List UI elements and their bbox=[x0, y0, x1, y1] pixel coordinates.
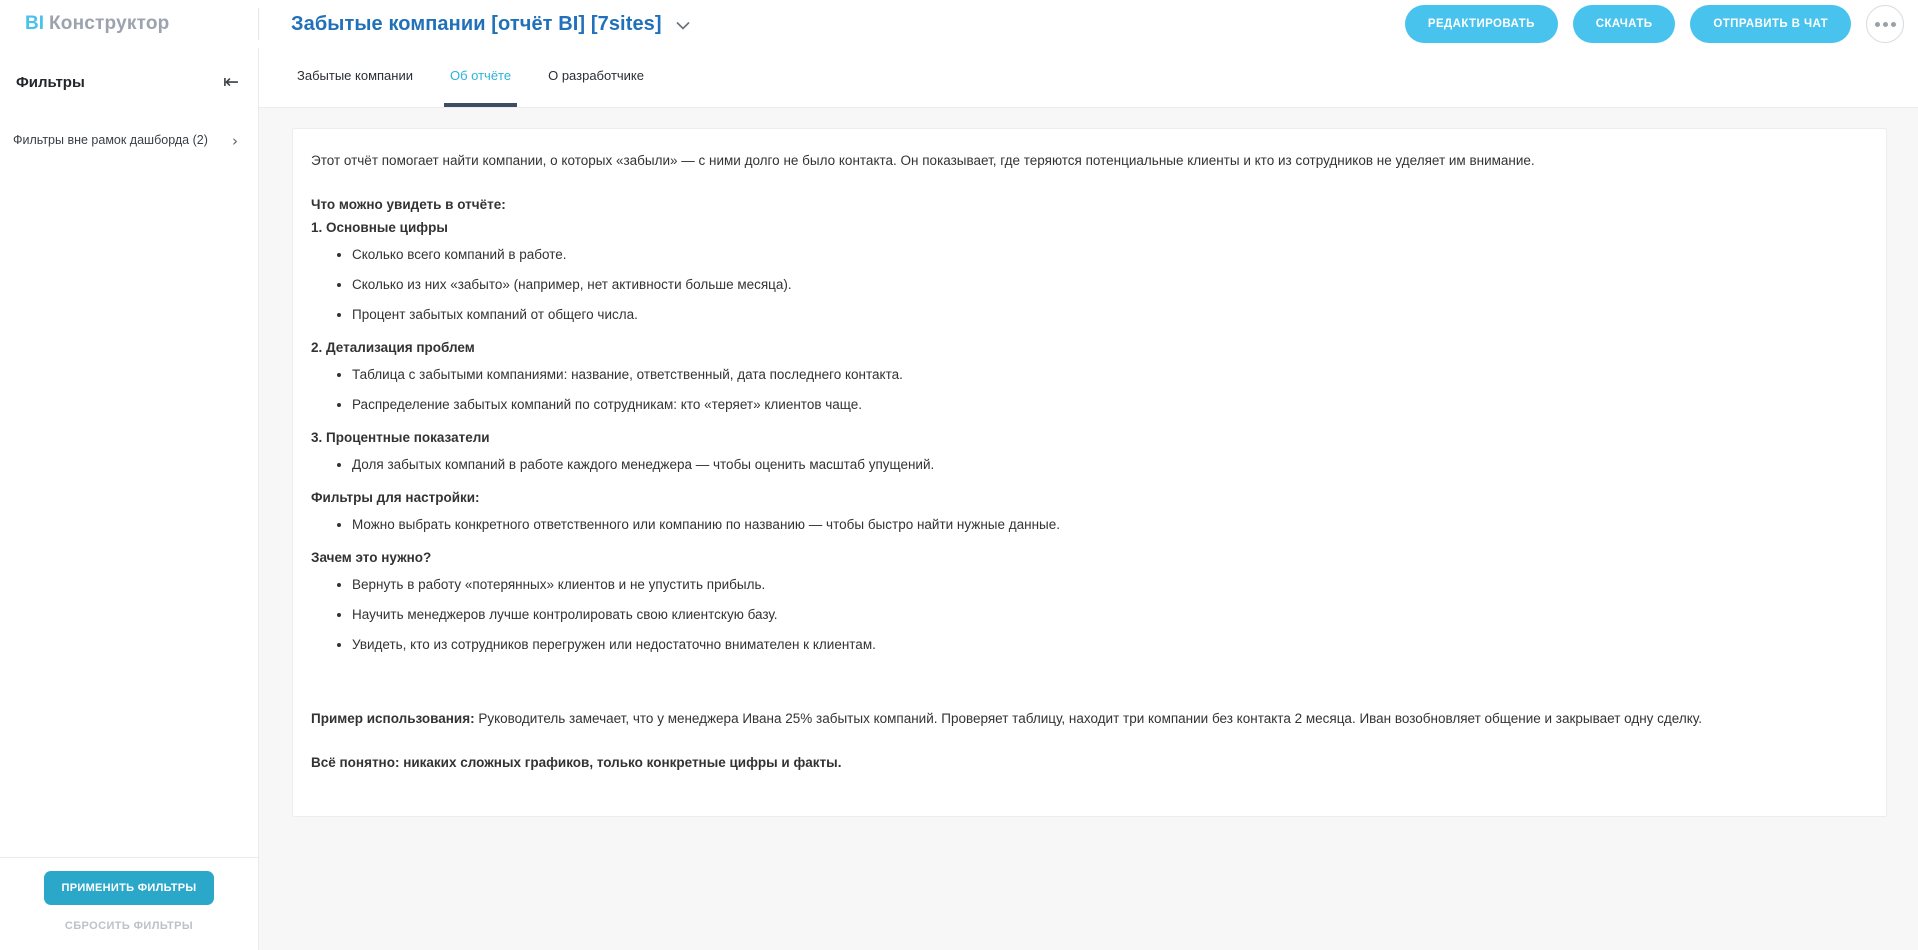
ellipsis-dot bbox=[1891, 22, 1896, 27]
section-heading: 2. Детализация проблем bbox=[311, 340, 475, 355]
main-area bbox=[259, 48, 1918, 950]
chevron-right-icon: › bbox=[232, 132, 238, 150]
bullet-list bbox=[311, 245, 1846, 325]
report-title-wrap bbox=[291, 13, 690, 36]
tab-about-developer[interactable]: О разработчике bbox=[548, 68, 644, 83]
tab-about-report[interactable]: Об отчёте bbox=[444, 48, 517, 107]
section-heading: Что можно увидеть в отчёте: bbox=[311, 197, 506, 212]
ellipsis-dot bbox=[1883, 22, 1888, 27]
header-actions bbox=[1405, 5, 1851, 43]
tab-forgotten-companies[interactable]: Забытые компании bbox=[297, 68, 413, 83]
bullet-list bbox=[311, 455, 1846, 475]
app-logo bbox=[25, 13, 258, 35]
section-heading: Зачем это нужно? bbox=[311, 550, 432, 565]
sidebar-header bbox=[0, 48, 258, 92]
bullet-item: • Научить менеджеров лучше контролировать свою клиентскую базу. bbox=[352, 605, 1846, 625]
logo-bi: BI bbox=[25, 13, 44, 34]
sidebar-items bbox=[0, 92, 258, 152]
apply-filters-button[interactable]: ПРИМЕНИТЬ ФИЛЬТРЫ bbox=[44, 871, 214, 905]
logo-name: Конструктор bbox=[49, 13, 170, 34]
content-area bbox=[259, 108, 1918, 950]
report-title: Забытые компании [отчёт BI] [7sites] bbox=[291, 12, 662, 35]
collapse-sidebar-icon[interactable]: ⇤ bbox=[223, 71, 239, 93]
header-divider bbox=[258, 8, 259, 40]
bullet-item: • Сколько из них «забыто» (например, нет активности больше месяца). bbox=[352, 275, 1846, 295]
bullet-list bbox=[311, 365, 1846, 415]
section-heading: Фильтры для настройки: bbox=[311, 490, 480, 505]
bullet-item: • Распределение забытых компаний по сотрудникам: кто «теряет» клиентов чаще. bbox=[352, 395, 1846, 415]
filters-sidebar bbox=[0, 48, 259, 950]
sidebar-item-label: Фильтры вне рамок дашборда (2) bbox=[13, 133, 208, 147]
bullet-item: • Процент забытых компаний от общего числа. bbox=[352, 305, 1846, 325]
bullet-list bbox=[311, 575, 1846, 655]
section-heading: 3. Процентные показатели bbox=[311, 430, 490, 445]
ellipsis-dot bbox=[1875, 22, 1880, 27]
filters-title: Фильтры bbox=[16, 74, 85, 91]
section-heading: 1. Основные цифры bbox=[311, 220, 448, 235]
body-row bbox=[0, 48, 1918, 950]
sidebar-footer bbox=[0, 857, 258, 950]
bullet-item: • Сколько всего компаний в работе. bbox=[352, 245, 1846, 265]
bullet-item: • Увидеть, кто из сотрудников перегружен или недостаточно внимателен к клиентам. bbox=[352, 635, 1846, 655]
chevron-down-icon[interactable] bbox=[676, 21, 690, 30]
paragraph-lead: Пример использования: bbox=[311, 711, 475, 726]
more-options-button[interactable] bbox=[1866, 5, 1904, 43]
download-button[interactable]: СКАЧАТЬ bbox=[1573, 5, 1676, 43]
bullet-item: • Можно выбрать конкретного ответственного или компанию по названию — чтобы быстро найти нужные данные. bbox=[352, 515, 1846, 535]
bullet-item: • Вернуть в работу «потерянных» клиентов и не упустить прибыль. bbox=[352, 575, 1846, 595]
bullet-item: • Таблица с забытыми компаниями: название, ответственный, дата последнего контакта. bbox=[352, 365, 1846, 385]
bullet-item: • Доля забытых компаний в работе каждого менеджера — чтобы оценить масштаб упущений. bbox=[352, 455, 1846, 475]
top-bar bbox=[0, 0, 1918, 48]
edit-button[interactable]: РЕДАКТИРОВАТЬ bbox=[1405, 5, 1558, 43]
paragraph: Пример использования: Руководитель замечает, что у менеджера Ивана 25% забытых компаний. Проверяет таблицу, находит три компании без контакта 2 месяца. Иван возобновляет общение и закрывает одну сделку. bbox=[311, 711, 1702, 726]
paragraph: Этот отчёт помогает найти компании, о которых «забыли» — с ними долго не было контакта. Он показывает, где теряются потенциальные клиенты и кто из сотрудников не уделяет им внимание. bbox=[311, 153, 1535, 168]
bullet-list bbox=[311, 515, 1846, 535]
send-to-chat-button[interactable]: ОТПРАВИТЬ В ЧАТ bbox=[1690, 5, 1851, 43]
reset-filters-button[interactable]: СБРОСИТЬ ФИЛЬТРЫ bbox=[64, 920, 194, 932]
section-heading: Всё понятно: никаких сложных графиков, только конкретные цифры и факты. bbox=[311, 755, 842, 770]
tab-bar bbox=[259, 48, 1918, 108]
sidebar-item-out-of-dashboard-filters[interactable] bbox=[0, 130, 258, 152]
report-description-card bbox=[292, 128, 1887, 817]
